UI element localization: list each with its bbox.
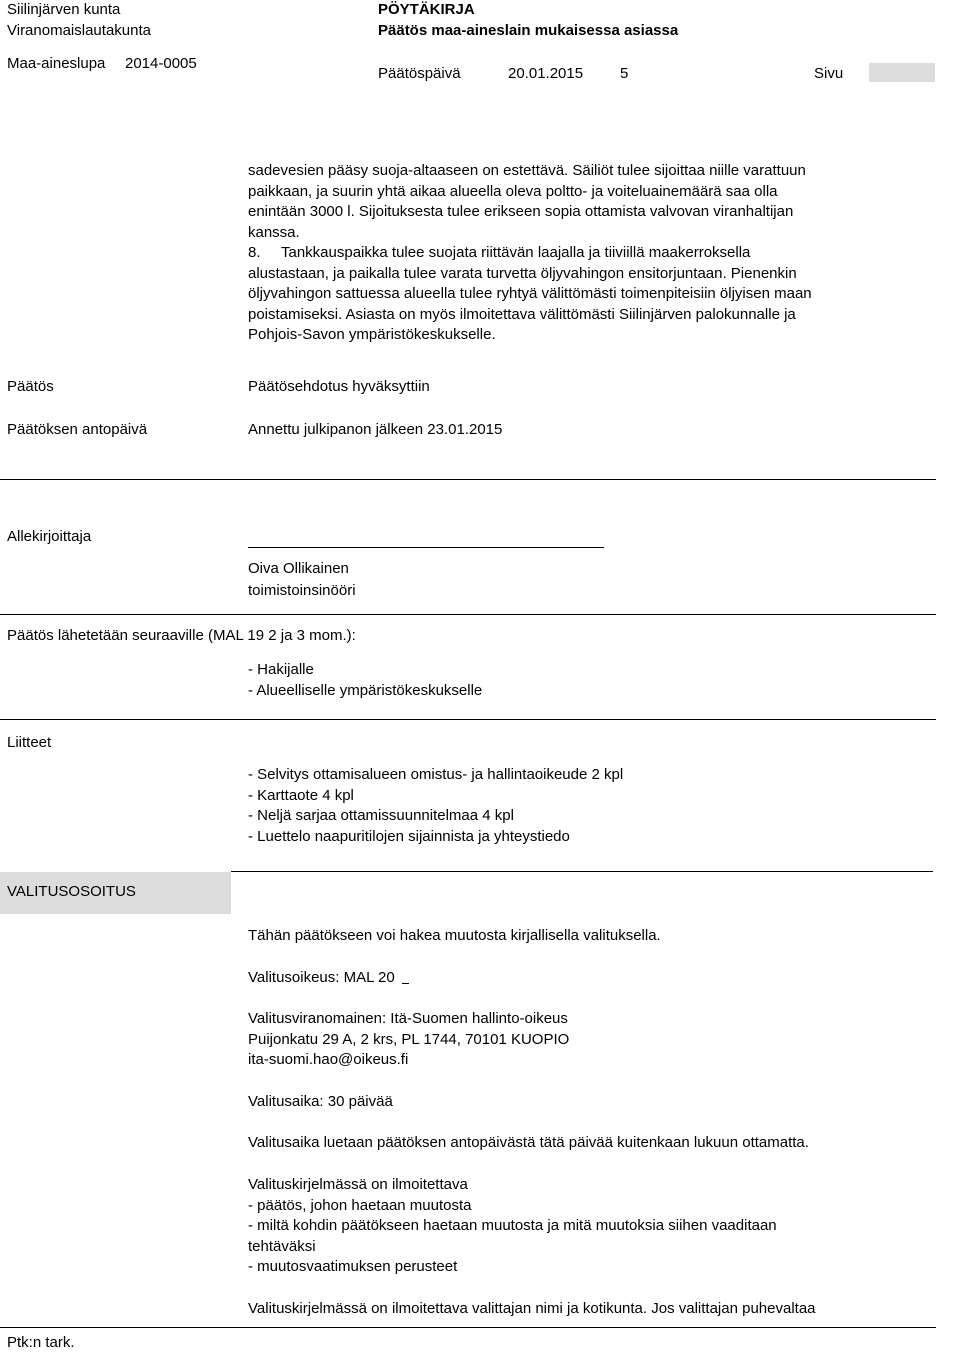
condition-item-8 [248, 243, 888, 264]
list-item: - Selvitys ottamisalueen omistus- ja hallintaoikeude 2 kpl [248, 766, 624, 783]
attachments-list [248, 765, 623, 847]
authority-name: Viranomaislautakunta [7, 22, 151, 39]
distribution-list [248, 660, 482, 701]
appeal-right [248, 968, 409, 989]
appeal-address: Puijonkatu 29 A, 2 krs, PL 1744, 70101 KUOPIO [248, 1030, 570, 1048]
list-item: - muutosvaatimuksen perusteet [248, 1258, 458, 1275]
list-item: - miltä kohdin päätökseen haetaan muutosta ja mitä muutoksia siihen vaaditaan [248, 1217, 777, 1234]
appeal-authority-block [248, 1009, 569, 1071]
conditions-text [248, 161, 888, 346]
appeal-authority: Valitusviranomainen: Itä-Suomen hallinto-oikeus [248, 1010, 568, 1027]
list-item: tehtäväksi [248, 1237, 316, 1255]
conditions-line: alustastaan, ja paikalla tulee varata turvetta öljyvahingon ensitorjuntaan. Pienenkin [248, 264, 797, 282]
signatory-title: toimistoinsinööri [248, 582, 356, 599]
page-count-box [869, 63, 935, 82]
decision-date: 20.01.2015 [508, 65, 584, 82]
section-divider [0, 719, 936, 720]
attachments-label: Liitteet [7, 734, 52, 751]
list-item: - Alueelliselle ympäristökeskukselle [248, 681, 483, 699]
section-divider [0, 479, 936, 480]
list-item: - Hakijalle [248, 661, 314, 678]
decision-date-given-label: Päätöksen antopäivä [7, 421, 148, 438]
section-divider [0, 614, 936, 615]
decision-label: Päätös [7, 378, 54, 395]
footer-divider [0, 1327, 936, 1328]
list-item: - Neljä sarjaa ottamissuunnitelmaa 4 kpl [248, 807, 514, 824]
conditions-line: Pohjois-Savon ympäristökeskukselle. [248, 326, 496, 343]
signature-line [248, 547, 604, 548]
appeal-period-note: Valitusaika luetaan päätöksen antopäivästä tätä päivää kuitenkaan lukuun ottamatta. [248, 1134, 809, 1151]
document-type: PÖYTÄKIRJA [378, 1, 475, 18]
condition-line: Tankkauspaikka tulee suojata riittävän laajalla ja tiiviillä maakerroksella [281, 244, 751, 261]
page-label: Sivu [814, 65, 844, 82]
appeal-heading: VALITUSOSOITUS [7, 883, 136, 900]
permit-number: 2014-0005 [125, 55, 197, 72]
conditions-line: sadevesien pääsy suoja-altaaseen on estettävä. Säiliöt tulee sijoittaa niille varattuun [248, 162, 806, 179]
appeal-content-block [248, 1175, 777, 1278]
list-item: - päätös, johon haetaan muutosta [248, 1196, 472, 1214]
decision-value: Päätösehdotus hyväksyttiin [248, 378, 430, 395]
document-subtitle: Päätös maa-aineslain mukaisessa asiassa [378, 22, 679, 39]
section-sign [402, 969, 409, 984]
decision-date-label: Päätöspäivä [378, 65, 461, 82]
list-item: - Karttaote 4 kpl [248, 786, 354, 804]
appeal-email: ita-suomi.hao@oikeus.fi [248, 1051, 409, 1068]
section-divider [231, 871, 933, 872]
appeal-intro: Tähän päätökseen voi hakea muutosta kirjallisella valituksella. [248, 927, 661, 944]
conditions-line: öljyvahingon sattuessa alueella tulee ryhtyä välittömästi toimenpiteisiin öljyisen maan [248, 285, 812, 302]
conditions-line: enintään 3000 l. Sijoituksesta tulee erikseen sopia ottamista valvovan viranhaltijan [248, 203, 794, 220]
appeal-content-heading: Valituskirjelmässä on ilmoitettava [248, 1176, 468, 1193]
page-number: 5 [620, 65, 629, 82]
municipality-name: Siilinjärven kunta [7, 1, 121, 18]
appeal-right-text: Valitusoikeus: MAL 20 [248, 969, 395, 986]
conditions-line: paikkaan, ja suurin yhtä aikaa alueella oleva poltto- ja voiteluainemäärä saa olla [248, 182, 778, 200]
conditions-line: poistamiseksi. Asiasta on myös ilmoitettava välittömästi Siilinjärven palokunnalle ja [248, 305, 796, 323]
signatory-label: Allekirjoittaja [7, 528, 92, 545]
signatory-name: Oiva Ollikainen [248, 560, 349, 577]
appeal-last-line: Valituskirjelmässä on ilmoitettava valittajan nimi ja kotikunta. Jos valittajan puhevaltaa [248, 1300, 816, 1317]
conditions-line: kanssa. [248, 223, 300, 241]
distribution-label: Päätös lähetetään seuraaville (MAL 19 2 ja 3 mom.): [7, 627, 356, 644]
condition-number: 8. [248, 244, 261, 261]
permit-label: Maa-aineslupa [7, 55, 106, 72]
appeal-period: Valitusaika: 30 päivää [248, 1093, 393, 1110]
list-item: - Luettelo naapuritilojen sijainnista ja yhteystiedo [248, 827, 570, 845]
minutes-checked-label: Ptk:n tark. [7, 1334, 75, 1351]
decision-date-given: Annettu julkipanon jälkeen 23.01.2015 [248, 421, 503, 438]
